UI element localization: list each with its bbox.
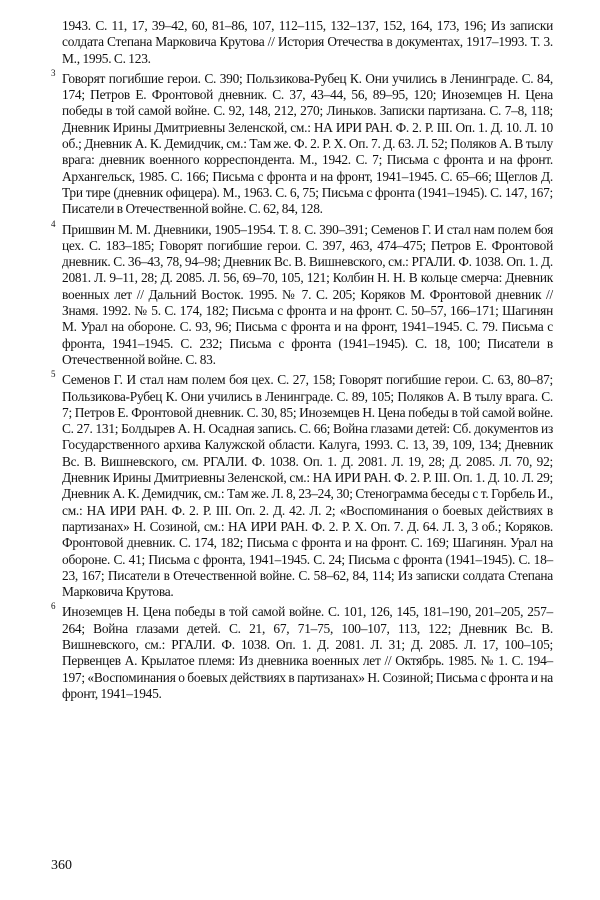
footnote-text: Семенов Г. И стал нам полем боя цех. С. 27, 158; Говорят погибшие герои. С. 63, 80–87; Пользикова-Рубец К. Они учились в Ленинграде. С. 89, 105; Поляков А. В тылу врага. С. 7; Петров Е. Фронтовой дневник. С. 30, 85; Иноземцев Н. Цена победы в той самой войне. С. 27. 131; Болдырев А. Н. Осадная запись. С. 66; Война глазами детей: Сб. документов из Государственного архива Калужской области. Калуга, 1993. С. 13, 39, 109, 134; Дневник Вс. В. Вишневского, см. РГАЛИ. Ф. 1038. Оп. 1. Д. 2081. Л. 19, 28; Д. 2085. Л. 70, 92; Дневник Ирины Дмитриевны Зеленской, см.: НА ИРИ РАН. Ф. 2. Р. III. Оп. 1. Д. 10. Л. 29; Дневник А. К. Демидчик, см.: Там же. Л. 8, 23–24, 30; Стенограмма беседы с т. Горбель И., см.: НА ИРИ РАН. Ф. 2. Р. III. Оп. 2. Д. 42. Л. 2; «Воспоминания о боевых действиях в партизанах» Н. Созиной, см.: НА ИРИ РАН. Ф. 2. Р. Х. Оп. 7. Д. 64. Л. 3, 3 об.; Коряков. Фронтовой дневник. С. 174, 182; Письма с фронта и на фронт. С. 169; Шагинян. Урал на обороне. С. 41; Письма с фронта, 1941–1945. С. 24; Письма с фронта (1941–1945). С. 18–23, 167; Писатели в Отечественной войне. С. 58–62, 84, 114; Из записки солдата Степана Марковича Крутова. bbox=[62, 372, 553, 600]
page-number: 360 bbox=[51, 858, 72, 873]
footnotes-block bbox=[51, 18, 553, 702]
footnote-text: Иноземцев Н. Цена победы в той самой войне. С. 101, 126, 145, 181–190, 201–205, 257–264; Война глазами детей. С. 21, 67, 71–75, 100–107, 113, 122; Дневник Вс. В. Вишневского, см.: РГАЛИ. Ф. 1038. Оп. 1. Д. 2081. Л. 31; Д. 2085. Л. 17, 100–105; Первенцев А. Крылатое племя: Из дневника военных лет // Октябрь. 1985. № 1. С. 194–197; «Воспоминания о боевых действиях в партизанах» Н. Созиной; Письма с фронта и на фронт, 1941–1945. bbox=[62, 604, 553, 701]
footnote-number: 3 bbox=[51, 67, 56, 78]
footnote-number: 6 bbox=[51, 601, 56, 612]
footnote-text: Говорят погибшие герои. С. 390; Пользикова-Рубец К. Они учились в Ленинграде. С. 84, 174; Петров Е. Фронтовой дневник. С. 37, 43–44, 56, 89–95, 120; Иноземцев Н. Цена победы в той самой войне. С. 92, 148, 212, 270; Линьков. Записки партизана. С. 7–8, 118; Дневник Ирины Дмитриевны Зеленской, см.: НА ИРИ РАН. Ф. 2. Р. III. Оп. 1. Д. 10. Л. 10 об.; Дневник А. К. Демидчик, см.: Там же. Ф. 2. Р. Х. Оп. 7. Д. 63. Л. 52; Поляков А. В тылу врага: дневник военного корреспондента. М., 1942. С. 7; Письма с фронта и на фронт. Архангельск, 1985. С. 166; Письма с фронта и на фронт, 1941–1945. С. 65–66; Щеглов Д. Три тире (дневник офицера). М., 1963. С. 6, 75; Письма с фронта (1941–1945). С. 147, 167; Писатели в Отечественной войне. С. 62, 84, 128. bbox=[62, 70, 553, 217]
footnote-continuation: 1943. С. 11, 17, 39–42, 60, 81–86, 107, 112–115, 132–137, 152, 164, 173, 196; Из записки солдата Степана Марковича Крутова // История Отечества в документах, 1917–1993. Т. 3. М., 1995. С. 123. bbox=[62, 18, 553, 66]
footnote-4 bbox=[51, 218, 553, 369]
footnote-number: 5 bbox=[51, 369, 56, 380]
footnote-6 bbox=[51, 601, 553, 702]
footnote-text: Пришвин М. М. Дневники, 1905–1954. Т. 8. С. 390–391; Семенов Г. И стал нам полем боя цех. С. 183–185; Говорят погибшие герои. С. 397, 463, 474–475; Петров Е. Фронтовой дневник. С. 36–43, 78, 94–98; Дневник Вс. В. Вишневского, см.: РГАЛИ. Ф. 1038. Оп. 1. Д. 2081. Л. 9–11, 28; Д. 2085. Л. 56, 69–70, 105, 121; Колбин Н. Н. В кольце смерча: Дневник военных лет // Дальний Восток. 1995. № 7. С. 205; Коряков М. Фронтовой дневник // Знамя. 1992. № 5. С. 174, 182; Письма с фронта и на фронт. С. 50–57, 166–171; Шагинян М. Урал на обороне. С. 93, 96; Письма с фронта и на фронт, 1941–1945. С. 79. Письма с фронта, 1941–1945. С. 232; Письма с фронта (1941–1945). С. 18, 100; Писатели в Отечественной войне. С. 83. bbox=[62, 221, 553, 367]
footnote-number: 4 bbox=[51, 218, 56, 229]
footnote-5 bbox=[51, 369, 553, 600]
footnote-3 bbox=[51, 67, 553, 218]
